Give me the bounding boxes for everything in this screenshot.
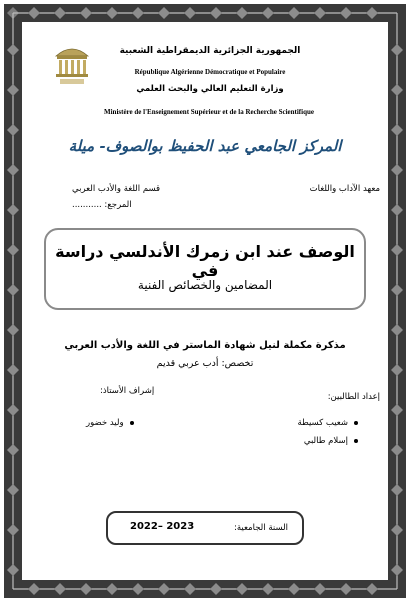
- academic-year-value: 2022– 2023: [130, 521, 195, 532]
- document-page: [22, 22, 388, 580]
- reference-field: المرجع: ...........: [72, 200, 132, 210]
- university-logo-icon: [50, 40, 94, 88]
- bullet-icon: [354, 439, 358, 443]
- thesis-title-line-1: الوصف عند ابن زمرك الأندلسي دراسة في: [55, 242, 355, 280]
- university-center-name: المركز الجامعي عبد الحفيظ بوالصوف- ميلة: [68, 137, 342, 155]
- student-name: شعيب كسيطة: [297, 418, 348, 428]
- academic-year-box: [106, 511, 304, 545]
- bullet-icon: [354, 421, 358, 425]
- supervisor-label: إشراف الأستاذ:: [100, 386, 155, 396]
- memo-description: مذكرة مكملة لنيل شهادة الماستر في اللغة والأدب العربي: [64, 340, 346, 351]
- academic-year-label: السنة الجامعية:: [233, 523, 288, 533]
- institute-name: معهد الآداب واللغات: [309, 184, 380, 194]
- republic-name-arabic: الجمهورية الجزائرية الديمقراطية الشعبية: [119, 46, 301, 56]
- supervisor-name: وليد خضور: [86, 418, 124, 428]
- ministry-name-french: Ministère de l'Enseignement Supérieur et de la Recherche Scientifique: [104, 108, 314, 116]
- bullet-icon: [130, 421, 134, 425]
- department-name: قسم اللغة والأدب العربي: [72, 184, 161, 194]
- thesis-title-line-2: المضامين والخصائص الفنية: [137, 278, 273, 292]
- ministry-name-arabic: وزارة التعليم العالي والبحث العلمي: [136, 84, 284, 94]
- students-label: إعداد الطالبين:: [327, 392, 380, 402]
- republic-name-french: République Algérienne Démocratique et Populaire: [134, 68, 286, 76]
- student-item: [297, 418, 358, 428]
- thesis-title-box: [44, 228, 366, 310]
- student-name: إسلام طالبي: [303, 436, 348, 446]
- student-item: [304, 436, 358, 446]
- specialty: تخصص: أدب عربي قديم: [156, 358, 254, 369]
- supervisor-item: [86, 418, 134, 428]
